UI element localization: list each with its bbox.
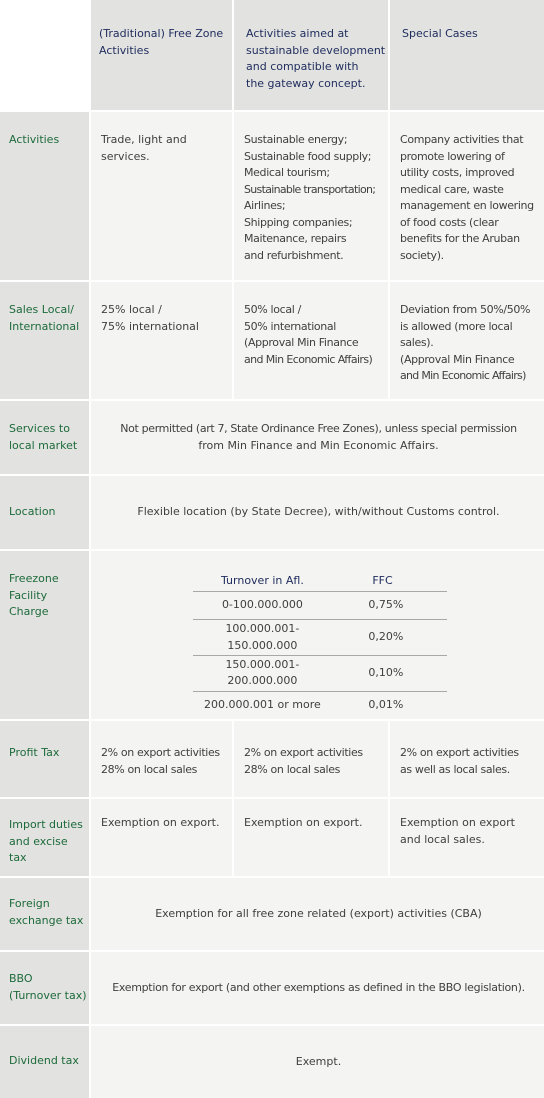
- cell-line: Shipping companies;: [244, 215, 353, 229]
- profit-tax-traditional: [91, 721, 232, 797]
- table-row: [193, 620, 447, 656]
- cell-line: 28% on local sales: [101, 762, 197, 776]
- ffc-rate: 0,10%: [332, 655, 446, 691]
- cell-line: Company activities that: [400, 133, 524, 146]
- cell-line: and Min Economic Affairs): [400, 369, 526, 382]
- label-line: Facility: [9, 588, 48, 602]
- ffc-turnover: 100.000.001-150.000.000: [193, 620, 333, 656]
- header-sustainable-activities: [234, 0, 388, 110]
- label-line: Charge: [9, 605, 49, 618]
- cell-line: and refurbishment.: [244, 248, 344, 262]
- row-label-dividend-tax: [0, 1026, 89, 1098]
- row-label-foreign-exchange-tax: [0, 878, 89, 950]
- table-row: [193, 691, 447, 719]
- dividend-value: [91, 1026, 544, 1098]
- header-line: Activities: [99, 43, 150, 57]
- sales-special-cases: [390, 282, 544, 399]
- ffc-header-turnover: Turnover in Afl.: [193, 572, 333, 591]
- header-special-cases: [390, 0, 544, 110]
- label-line: Services to: [9, 422, 70, 435]
- label-line: Freezone: [9, 572, 59, 585]
- row-label-profit-tax: [0, 721, 89, 797]
- cell-line: Exemption on export.: [244, 816, 363, 829]
- cell-line: (Approval Min Finance: [244, 336, 359, 349]
- activities-special-cases: [390, 112, 544, 280]
- cell-line: from Min Finance and Min Economic Affairs.: [198, 438, 439, 452]
- row-label-ffc: [0, 551, 89, 719]
- header-line: and compatible with: [246, 60, 359, 73]
- ffc-rate: 0,01%: [368, 698, 404, 712]
- label-line: (Turnover tax): [9, 988, 87, 1002]
- cell-line: 28% on local sales: [244, 762, 340, 776]
- profit-tax-sustainable: [234, 721, 388, 797]
- header-line: Special Cases: [402, 27, 478, 40]
- ffc-turnover: 0-100.000.000: [193, 591, 333, 619]
- label-line: Sales Local/: [9, 303, 74, 316]
- header-line: the gateway concept.: [246, 76, 366, 90]
- header-traditional-free-zone: [91, 0, 232, 110]
- cell-line: Trade, light and: [101, 133, 187, 146]
- table-row: [193, 591, 447, 619]
- cell-line: Flexible location (by State Decree), with/without Customs control.: [137, 505, 500, 519]
- cell-line: (Approval Min Finance: [400, 352, 515, 366]
- cell-line: services.: [101, 149, 150, 163]
- cell-line: and local sales.: [400, 832, 485, 846]
- label-line: tax: [9, 851, 27, 864]
- cell-line: 50% international: [244, 319, 337, 333]
- header-line: Activities aimed at: [246, 27, 349, 40]
- cell-line: Exemption for all free zone related (export) activities (CBA): [155, 906, 482, 920]
- ffc-rate: 0,20%: [332, 620, 446, 656]
- label-line: Location: [9, 505, 56, 518]
- cell-line: as well as local sales.: [400, 762, 510, 776]
- cell-line: Not permitted (art 7, State Ordinance Free Zones), unless special permission: [120, 422, 517, 435]
- cell-line: society).: [400, 248, 444, 262]
- cell-line: utility costs, improved: [400, 166, 515, 179]
- label-line: local market: [9, 438, 78, 452]
- cell-line: Sustainable food supply;: [244, 149, 372, 163]
- cell-line: 2% on export activities: [244, 746, 363, 759]
- cell-line: 2% on export activities: [400, 746, 519, 759]
- cell-line: Sustainable transportation;: [244, 182, 376, 196]
- cell-line: sales).: [400, 336, 434, 349]
- activities-sustainable: [234, 112, 388, 280]
- location-value: [91, 476, 544, 549]
- activities-traditional: [91, 112, 232, 280]
- cell-line: 25% local /: [101, 303, 162, 316]
- cell-line: Exempt.: [295, 1054, 342, 1068]
- services-value: [91, 401, 544, 474]
- import-traditional: [91, 799, 232, 876]
- cell-line: and Min Economic Affairs): [244, 352, 373, 366]
- cell-line: of food costs (clear: [400, 215, 499, 229]
- label-line: exchange tax: [9, 913, 84, 927]
- cell-line: is allowed (more local: [400, 319, 513, 333]
- ffc-turnover: 200.000.001 or more: [204, 698, 321, 712]
- ffc-turnover: 150.000.001-200.000.000: [193, 655, 333, 691]
- ffc-table: [193, 572, 447, 719]
- cell-line: Medical tourism;: [244, 166, 330, 179]
- table-row: [193, 655, 447, 691]
- row-label-location: [0, 476, 89, 549]
- header-line: (Traditional) Free Zone: [99, 27, 224, 40]
- ffc-value: [91, 551, 544, 719]
- label-line: Activities: [9, 133, 60, 146]
- cell-line: Exemption for export (and other exemptions as defined in the BBO legislation).: [112, 980, 525, 994]
- label-line: Foreign: [9, 897, 50, 910]
- profit-tax-special-cases: [390, 721, 544, 797]
- label-line: Profit Tax: [9, 746, 60, 759]
- cell-line: Airlines;: [244, 199, 286, 212]
- cell-line: Deviation from 50%/50%: [400, 303, 531, 316]
- cell-line: promote lowering of: [400, 149, 505, 163]
- header-line: sustainable development: [246, 43, 386, 57]
- sales-traditional: [91, 282, 232, 399]
- label-line: International: [9, 319, 80, 333]
- cell-line: Sustainable energy;: [244, 133, 348, 146]
- cell-line: management en lowering: [400, 199, 534, 212]
- cell-line: 75% international: [101, 319, 199, 333]
- sales-sustainable: [234, 282, 388, 399]
- label-line: and excise: [9, 834, 68, 848]
- foreign-exchange-value: [91, 878, 544, 950]
- corner-cell: [0, 0, 89, 110]
- label-line: BBO: [9, 972, 33, 985]
- row-label-services: [0, 401, 89, 474]
- row-label-sales: [0, 282, 89, 399]
- ffc-header-row: [193, 572, 447, 591]
- import-sustainable: [234, 799, 388, 876]
- cell-line: Exemption on export.: [101, 816, 220, 829]
- ffc-header-rate: FFC: [332, 572, 446, 591]
- cell-line: Exemption on export: [400, 816, 515, 829]
- cell-line: medical care, waste: [400, 182, 504, 196]
- cell-line: 2% on export activities: [101, 746, 220, 759]
- row-label-bbo: [0, 952, 89, 1024]
- row-label-activities: [0, 112, 89, 280]
- ffc-rate: 0,75%: [332, 591, 446, 619]
- cell-line: benefits for the Aruban: [400, 232, 520, 245]
- label-line: Import duties: [9, 818, 83, 831]
- row-label-import-duties: [0, 799, 89, 876]
- bbo-value: [91, 952, 544, 1024]
- label-line: Dividend tax: [9, 1054, 79, 1067]
- cell-line: Maitenance, repairs: [244, 232, 347, 245]
- import-special-cases: [390, 799, 544, 876]
- cell-line: 50% local /: [244, 303, 301, 316]
